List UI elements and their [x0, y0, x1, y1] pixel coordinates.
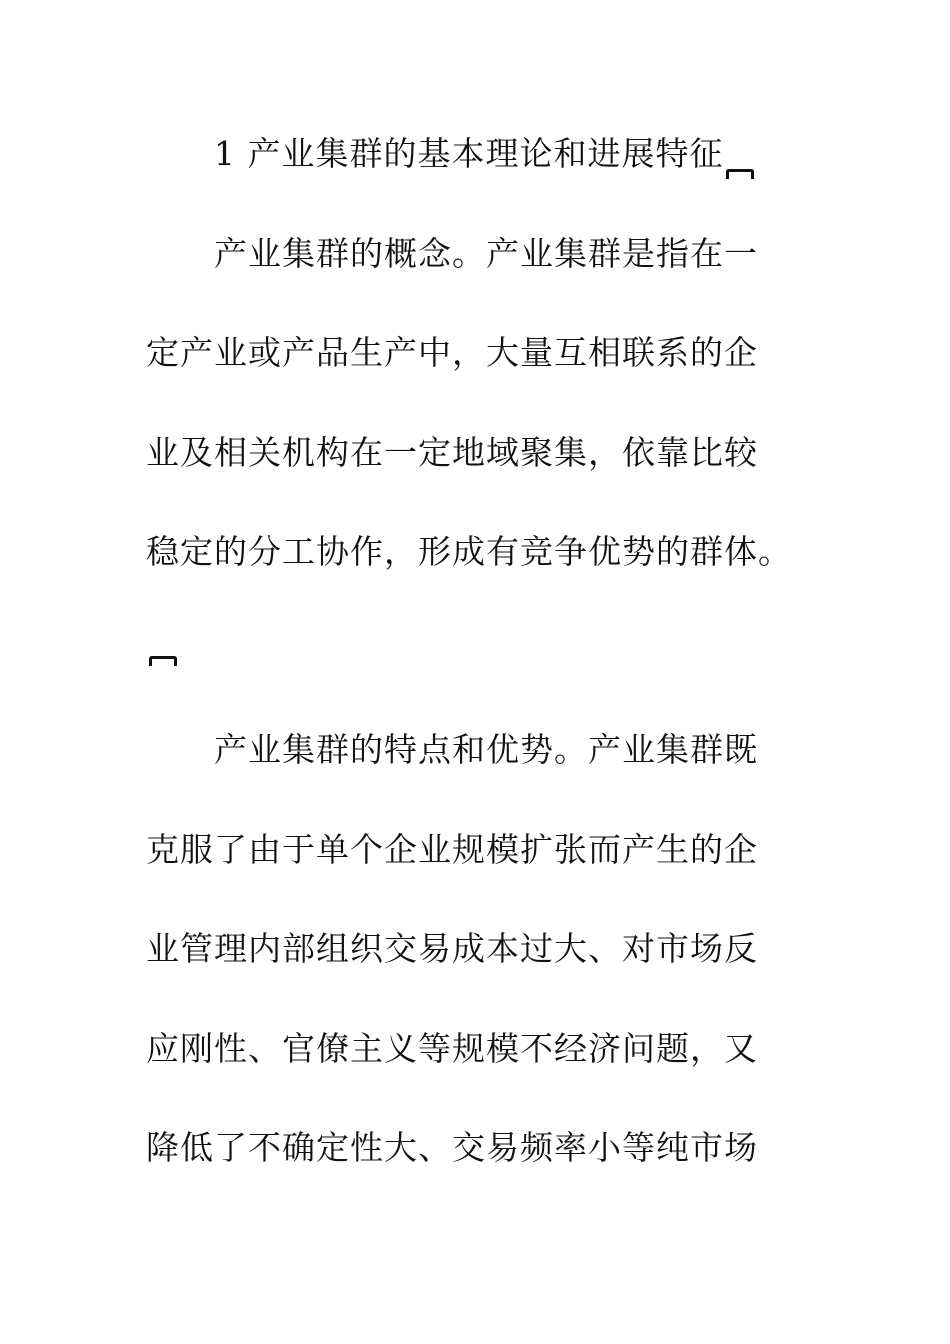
- paragraph-2-line-4: 应刚性、官僚主义等规模不经济问题，又: [146, 1029, 758, 1068]
- paragraph-1-line-2: 定产业或产品生产中，大量互相联系的企: [146, 333, 758, 372]
- paragraph-1-line-1: 产业集群的概念。产业集群是指在一: [214, 234, 758, 273]
- paragraph-2-line-1: 产业集群的特点和优势。产业集群既: [214, 730, 758, 769]
- paragraph-2-line-5: 降低了不确定性大、交易频率小等纯市场: [146, 1128, 758, 1167]
- paragraph-mark-icon: [149, 656, 177, 666]
- section-heading: [214, 134, 754, 179]
- paragraph-2-line-3: 业管理内部组织交易成本过大、对市场反: [146, 929, 758, 968]
- section-heading-text: 1 产业集群的基本理论和进展特征: [214, 134, 724, 173]
- paragraph-mark-icon: [726, 169, 754, 179]
- paragraph-2-line-2: 克服了由于单个企业规模扩张而产生的企: [146, 830, 758, 869]
- paragraph-1-line-4: 稳定的分工协作，形成有竞争优势的群体。: [146, 532, 792, 571]
- paragraph-1-line-3: 业及相关机构在一定地域聚集，依靠比较: [146, 433, 758, 472]
